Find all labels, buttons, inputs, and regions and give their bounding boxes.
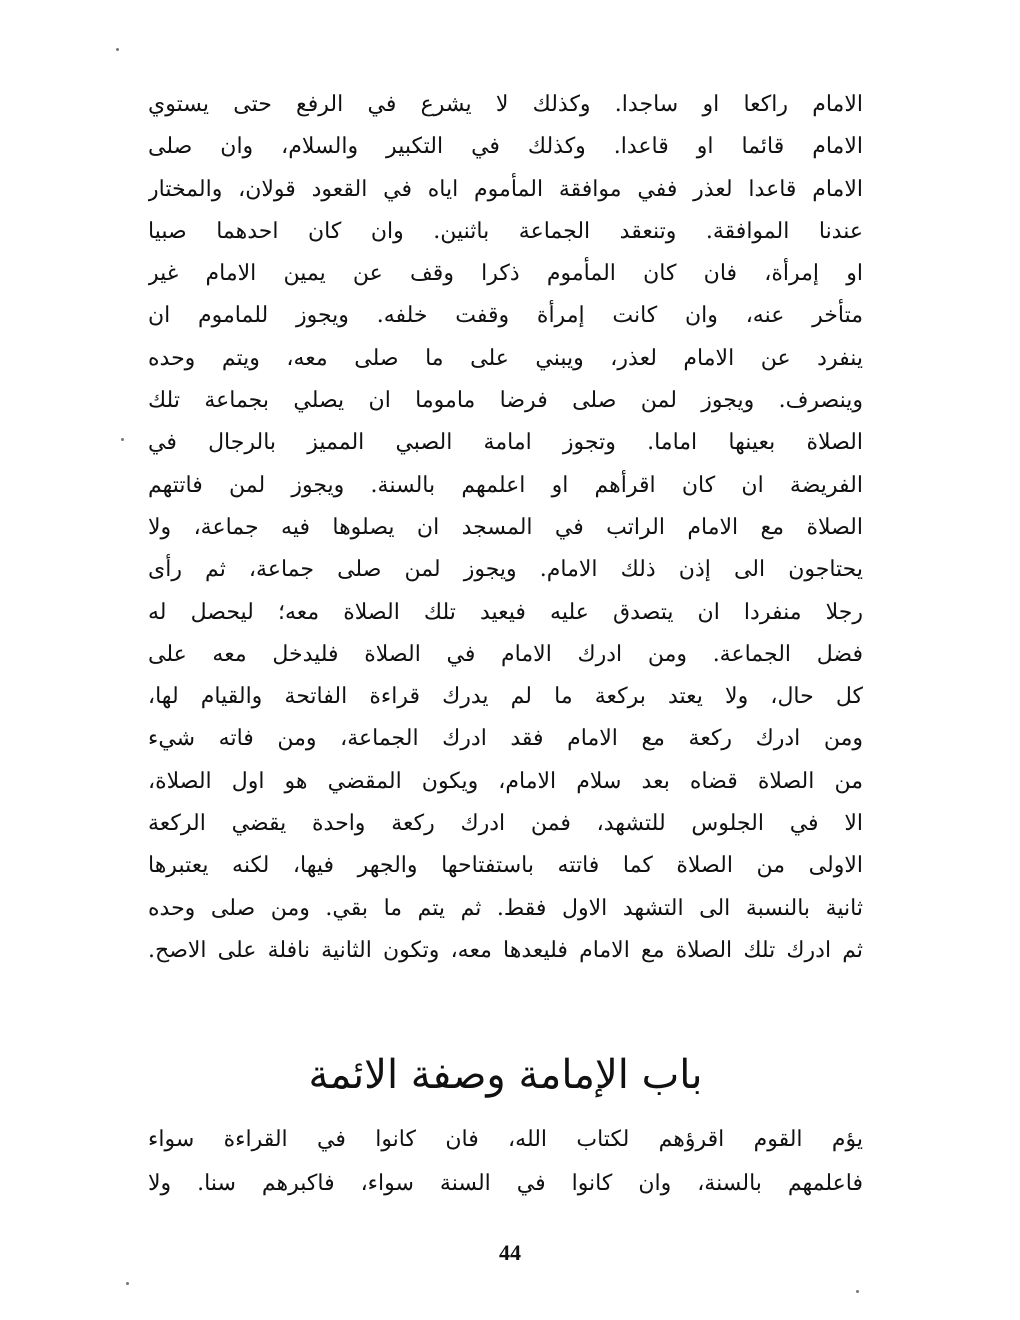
text-line: ينفرد عن الامام لعذر، ويبني على ما صلى معه، ويتم وحده (148, 345, 863, 371)
text-line: الامام قاعدا لعذر ففي موافقة المأموم اياه في القعود قولان، والمختار (148, 176, 863, 202)
scan-speck (126, 1282, 129, 1285)
section-heading: باب الإمامة وصفة الائمة (308, 1052, 703, 1098)
text-line: الفريضة ان كان اقرأهم او اعلمهم بالسنة. ويجوز لمن فاتتهم (148, 472, 863, 498)
text-line: يحتاجون الى إذن ذلك الامام. ويجوز لمن صلى جماعة، ثم رأى (148, 557, 863, 583)
text-line: فاعلمهم بالسنة، وان كانوا في السنة سواء، فاكبرهم سنا. ولا (148, 1171, 863, 1196)
scan-speck (121, 438, 124, 441)
text-line: ومن ادرك ركعة مع الامام فقد ادرك الجماعة، ومن فاته شيء (148, 726, 863, 752)
paragraph-1 (148, 84, 863, 972)
text-line: الامام راكعا او ساجدا. وكذلك لا يشرع في الرفع حتى يستوي (148, 92, 863, 117)
text-line: فضل الجماعة. ومن ادرك الامام في الصلاة فليدخل معه على (148, 641, 863, 667)
text-line: او إمرأة، فان كان المأموم ذكرا وقف عن يمين الامام غير (148, 261, 863, 287)
scan-speck (856, 1290, 859, 1293)
scan-speck (116, 48, 119, 51)
text-line: من الصلاة قضاه بعد سلام الامام، ويكون المقضي هو اول الصلاة، (148, 768, 863, 794)
text-line: ثانية بالنسبة الى التشهد الاول فقط. ثم يتم ما بقي. ومن صلى وحده (148, 895, 863, 921)
text-line: متأخر عنه، وان كانت إمرأة وقفت خلفه. ويجوز للماموم ان (148, 303, 863, 329)
page-number: 44 (499, 1240, 521, 1265)
text-line: رجلا منفردا ان يتصدق عليه فيعيد تلك الصلاة معه؛ ليحصل له (148, 599, 863, 625)
text-line: الصلاة بعينها اماما. وتجوز امامة الصبي المميز بالرجال في (148, 430, 863, 456)
text-line: وينصرف. ويجوز لمن صلى فرضا ماموما ان يصلي بجماعة تلك (148, 388, 863, 414)
text-line: ثم ادرك تلك الصلاة مع الامام فليعدها معه، وتكون الثانية نافلة على الاصح. (148, 937, 863, 963)
text-line: كل حال، ولا يعتد بركعة ما لم يدرك قراءة الفاتحة والقيام لها، (148, 684, 863, 710)
text-line: يؤم القوم اقرؤهم لكتاب الله، فان كانوا في القراءة سواء (148, 1127, 863, 1152)
text-line: الاولى من الصلاة كما فاتته باستفتاحها والجهر فيها، لكنه يعتبرها (148, 853, 863, 879)
text-line: الا في الجلوس للتشهد، فمن ادرك ركعة واحدة يقضي الركعة (148, 811, 863, 837)
text-line: الامام قائما او قاعدا. وكذلك في التكبير والسلام، وان صلى (148, 134, 863, 160)
text-line: الصلاة مع الامام الراتب في المسجد ان يصلوها فيه جماعة، ولا (148, 514, 863, 540)
paragraph-2 (148, 1118, 863, 1206)
text-line: عندنا الموافقة. وتنعقد الجماعة باثنين. وان كان احدهما صبيا (148, 218, 863, 244)
